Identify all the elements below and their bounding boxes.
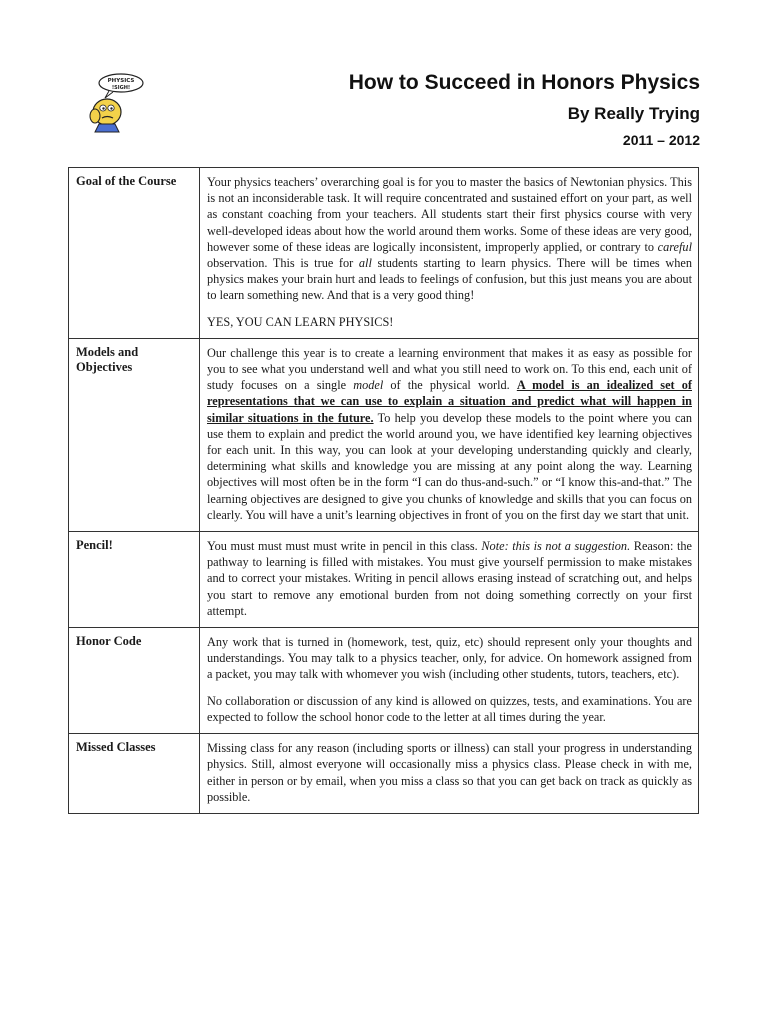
document-subtitle: By Really Trying <box>567 104 700 123</box>
text-run: Your physics teachers’ overarching goal is for you to master the basics of Newtonian physics. This is not an inconsiderable task. It will require concentrated and sustained effort on your part, as well as constant coaching from your teachers. All students start their first physics course with very well-developed ideas about how the world around them works. Some of these ideas are very good, however some of these ideas are logically inconsistent, improperly applied, or contrary to <box>207 175 692 254</box>
table-row <box>69 734 699 814</box>
italic-text: Note: this is not a suggestion. <box>481 539 631 554</box>
section-paragraph <box>207 174 692 304</box>
section-paragraph <box>207 693 692 725</box>
section-paragraph <box>207 314 692 330</box>
text-run: YES, YOU CAN LEARN PHYSICS! <box>207 314 394 329</box>
text-run: Reason: the pathway to learning is filled with mistakes. You must give yourself permission to make mistakes and to correct your mistakes. Writing in pencil allows erasing instead of scratching out, and helps you start to remove any emotional burden from not doing something correctly on your first attempt. <box>207 539 692 618</box>
cartoon-face-icon <box>85 72 147 134</box>
school-year: 2011 – 2012 <box>622 132 700 148</box>
course-info-table <box>68 167 699 814</box>
text-run: Our challenge this year is to create a learning environment that makes it as easy as possible for you to see what you understand well and what you still need to work on. To this end, each unit of study focuses on a single <box>207 345 692 393</box>
italic-text: careful <box>657 239 692 254</box>
logo-badge-line1: PHYSICS <box>107 78 135 84</box>
logo-badge-line2: !SIGH! <box>111 85 131 91</box>
table-row <box>69 338 699 531</box>
section-body <box>200 734 699 814</box>
text-run: students starting to learn physics. There will be times when physics makes your brain hurt and leads to feelings of confusion, but this just means you are about to learn something new. And that is a very good thing! <box>207 256 692 303</box>
text-run: Any work that is turned in (homework, test, quiz, etc) should represent only your thoughts and understandings. You may talk to a physics teacher, only, for advice. On homework assigned from a packet, you may talk with whomever you wish (including other students, tutors, teachers, etc). <box>207 635 692 682</box>
text-run: Missing class for any reason (including sports or illness) can stall your progress in understanding physics. Still, almost everyone will occasionally miss a physics class. Please check in with me, either in person or by email, when you miss a class so that you can get back on track as quickly as possible. <box>207 741 692 804</box>
text-run: observation. This is true for <box>207 256 359 271</box>
section-label: Models and Objectives <box>69 338 200 531</box>
section-paragraph <box>207 345 692 523</box>
italic-text: model <box>353 378 384 393</box>
section-label: Honor Code <box>69 628 200 734</box>
section-body <box>200 168 699 339</box>
section-label: Missed Classes <box>69 734 200 814</box>
section-body <box>200 338 699 531</box>
text-run: No collaboration or discussion of any kind is allowed on quizzes, tests, and examinations. You are expected to follow the school honor code to the letter at all times during the year. <box>207 693 692 724</box>
section-paragraph <box>207 538 692 619</box>
emphasized-definition: A model is an idealized set of representations that we can use to explain a situation and predict what will happen in similar situations in the future. <box>207 378 692 425</box>
italic-text: all <box>358 256 372 271</box>
section-label: Goal of the Course <box>69 168 200 339</box>
document-header <box>349 70 700 150</box>
section-paragraph <box>207 634 692 683</box>
table-row <box>69 628 699 734</box>
section-paragraph <box>207 740 692 805</box>
cartoon-logo <box>85 72 147 134</box>
text-run: To help you develop these models to the point where you can use them to explain and predict the world around you, we have identified key learning objectives for each unit. In this way, you can look at your developing understanding quickly and clearly, determining what skills and knowledge you are missing at any point along the way. Learning objectives will most often be in the form “I can do thus-and-such.” or “I know this-and-that.” The learning objectives are designed to give you chunks of knowledge and skills that you can focus on clearly. You will have a unit’s learning objectives in front of you on the first day we start that unit. <box>207 410 693 522</box>
section-label: Pencil! <box>69 532 200 628</box>
section-body <box>200 532 699 628</box>
table-row <box>69 168 699 339</box>
table-row <box>69 532 699 628</box>
text-run: of the physical world. <box>383 378 517 393</box>
document-title: How to Succeed in Honors Physics <box>348 71 700 94</box>
section-body <box>200 628 699 734</box>
text-run: You must must must must write in pencil in this class. <box>207 539 482 554</box>
